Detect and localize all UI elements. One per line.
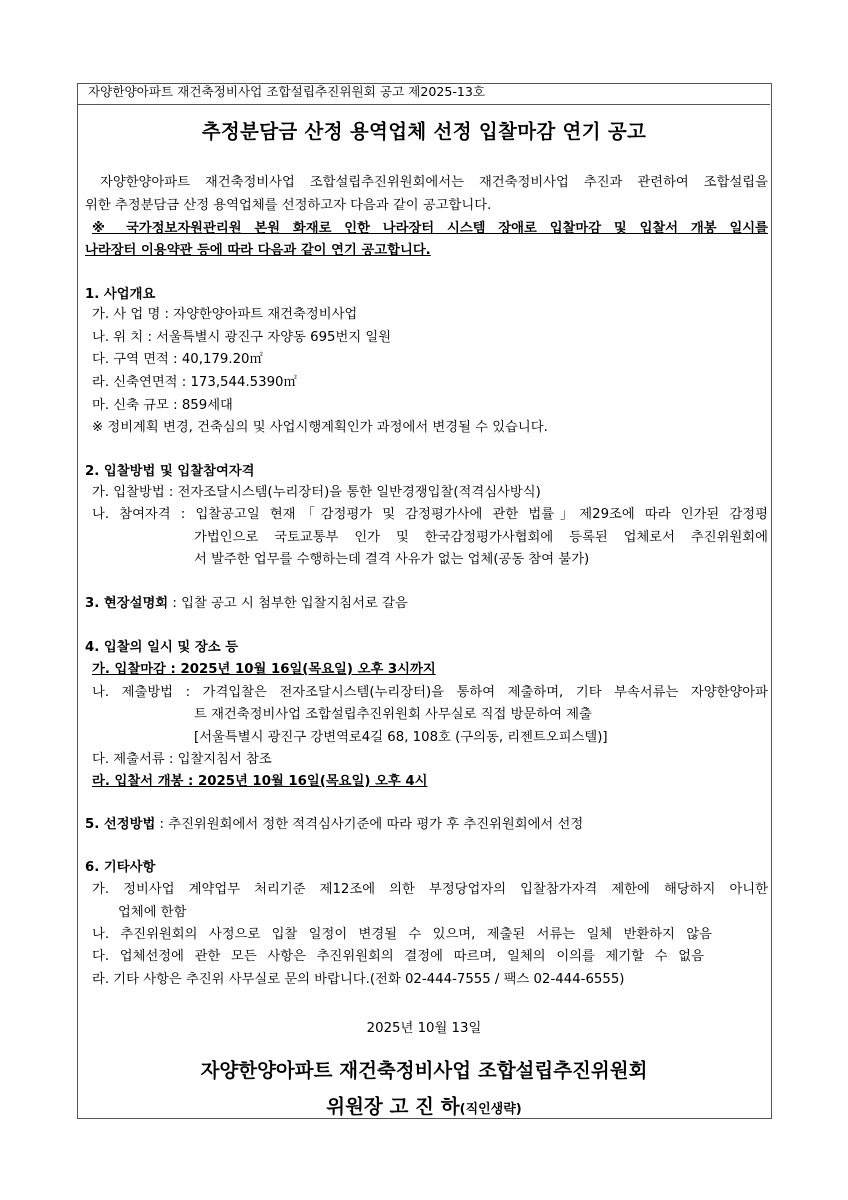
section-3-text: : 입찰 공고 시 첨부한 입찰지침서로 갈음 [168, 596, 408, 611]
section-4-item-b-line-2: 트 재건축정비사업 조합설립추진위원회 사무실로 직접 방문하여 제출 [194, 707, 592, 722]
section-6-item-c: 다. 업체선정에 관한 모든 사항은 추진위원회의 결정에 따르며, 일체의 이의를 제기할 수 없음 [92, 949, 704, 964]
notice-date: 2025년 10월 13일 [366, 1021, 482, 1036]
section-2-heading: 2. 입찰방법 및 입찰참여자격 [85, 464, 255, 479]
section-6-item-a-line-2: 업체에 한함 [118, 905, 187, 920]
section-1-item-d: 라. 신축연면적 : 173,544.5390㎡ [92, 375, 297, 390]
section-2-item-b-line-1: 나. 참여자격 : 입찰공고일 현재「감정평가 및 감정평가사에 관한 법률」제29조에 따라 인가된 감정평 [92, 507, 768, 522]
section-5 [85, 816, 583, 834]
section-3-heading: 3. 현장설명회 [85, 596, 169, 611]
section-2-item-b-line-2: 가법인으로 국토교통부 인가 및 한국감정평가사협회에 등록된 업체로서 추진위원회에 [194, 530, 768, 545]
header-divider [78, 104, 770, 105]
intro-notice-line-1: ※ 국가정보자원관리원 본원 화재로 인한 나라장터 시스템 장애로 입찰마감 및 입찰서 개봉 일시를 [92, 221, 768, 236]
section-1-item-b: 나. 위 치 : 서울특별시 광진구 자양동 695번지 일원 [92, 330, 392, 345]
signature-name: 위원장 고 진 하 [326, 1095, 460, 1118]
section-1-note: ※ 정비계획 변경, 건축심의 및 사업시행계획인가 과정에서 변경될 수 있습니다. [92, 420, 548, 435]
section-6-item-d: 라. 기타 사항은 추진위 사무실로 문의 바랍니다.(전화 02-444-7555 / 팩스 02-444-6555) [92, 972, 625, 987]
section-4-item-c: 다. 제출서류 : 입찰지침서 참조 [92, 752, 272, 767]
section-3 [85, 595, 408, 613]
intro-line-2: 위한 추정분담금 산정 용역업체를 선정하고자 다음과 같이 공고합니다. [85, 198, 492, 213]
section-6-item-b: 나. 추진위원회의 사정으로 입찰 일정이 변경될 수 있으며, 제출된 서류는 일체 반환하지 않음 [92, 927, 712, 942]
section-6-item-a-line-1: 가. 정비사업 계약업무 처리기준 제12조에 의한 부정당업자의 입찰참가자격 제한에 해당하지 아니한 [92, 882, 768, 897]
section-2-item-b-line-3: 서 발주한 업무를 수행하는데 결격 사유가 없는 업체(공동 참여 불가) [194, 552, 590, 567]
section-4-item-b-line-3: [서울특별시 광진구 강변역로4길 68, 108호 (구의동, 리젠트오피스텔)] [194, 730, 608, 745]
section-5-heading: 5. 선정방법 [85, 817, 156, 832]
intro-line-1: 자양한양아파트 재건축정비사업 조합설립추진위원회에서는 재건축정비사업 추진과 관련하여 조합설립을 [100, 175, 768, 190]
section-2-item-a: 가. 입찰방법 : 전자조달시스템(누리장터)을 통한 일반경쟁입찰(적격심사방식) [92, 485, 541, 500]
section-1-item-c: 다. 구역 면적 : 40,179.20㎡ [92, 352, 263, 367]
section-1-item-e: 마. 신축 규모 : 859세대 [92, 398, 233, 413]
signature-organization: 자양한양아파트 재건축정비사업 조합설립추진위원회 [200, 1059, 648, 1082]
section-4-item-b-line-1: 나. 제출방법 : 가격입찰은 전자조달시스템(누리장터)을 통하여 제출하며, 기타 부속서류는 자양한양아파 [92, 685, 768, 700]
section-4-item-a: 가. 입찰마감 : 2025년 10월 16일(목요일) 오후 3시까지 [92, 662, 436, 677]
section-4-item-d: 라. 입찰서 개봉 : 2025년 10월 16일(목요일) 오후 4시 [92, 774, 428, 789]
section-5-text: : 추진위원회에서 정한 적격심사기준에 따라 평가 후 추진위원회에서 선정 [155, 817, 584, 832]
section-1-heading: 1. 사업개요 [85, 287, 156, 302]
intro-notice-line-2: 나라장터 이용약관 등에 따라 다음과 같이 연기 공고합니다. [85, 243, 431, 258]
section-1-item-a: 가. 사 업 명 : 자양한양아파트 재건축정비사업 [92, 307, 358, 322]
section-4-heading: 4. 입찰의 일시 및 장소 등 [85, 640, 239, 655]
notice-number: 자양한양아파트 재건축정비사업 조합설립추진위원회 공고 제2025-13호 [88, 84, 486, 99]
document-title: 추정분담금 산정 용역업체 선정 입찰마감 연기 공고 [201, 120, 647, 143]
signature-block [78, 1091, 770, 1119]
section-6-heading: 6. 기타사항 [85, 860, 156, 875]
seal-omitted-note: (직인생략) [459, 1102, 522, 1117]
